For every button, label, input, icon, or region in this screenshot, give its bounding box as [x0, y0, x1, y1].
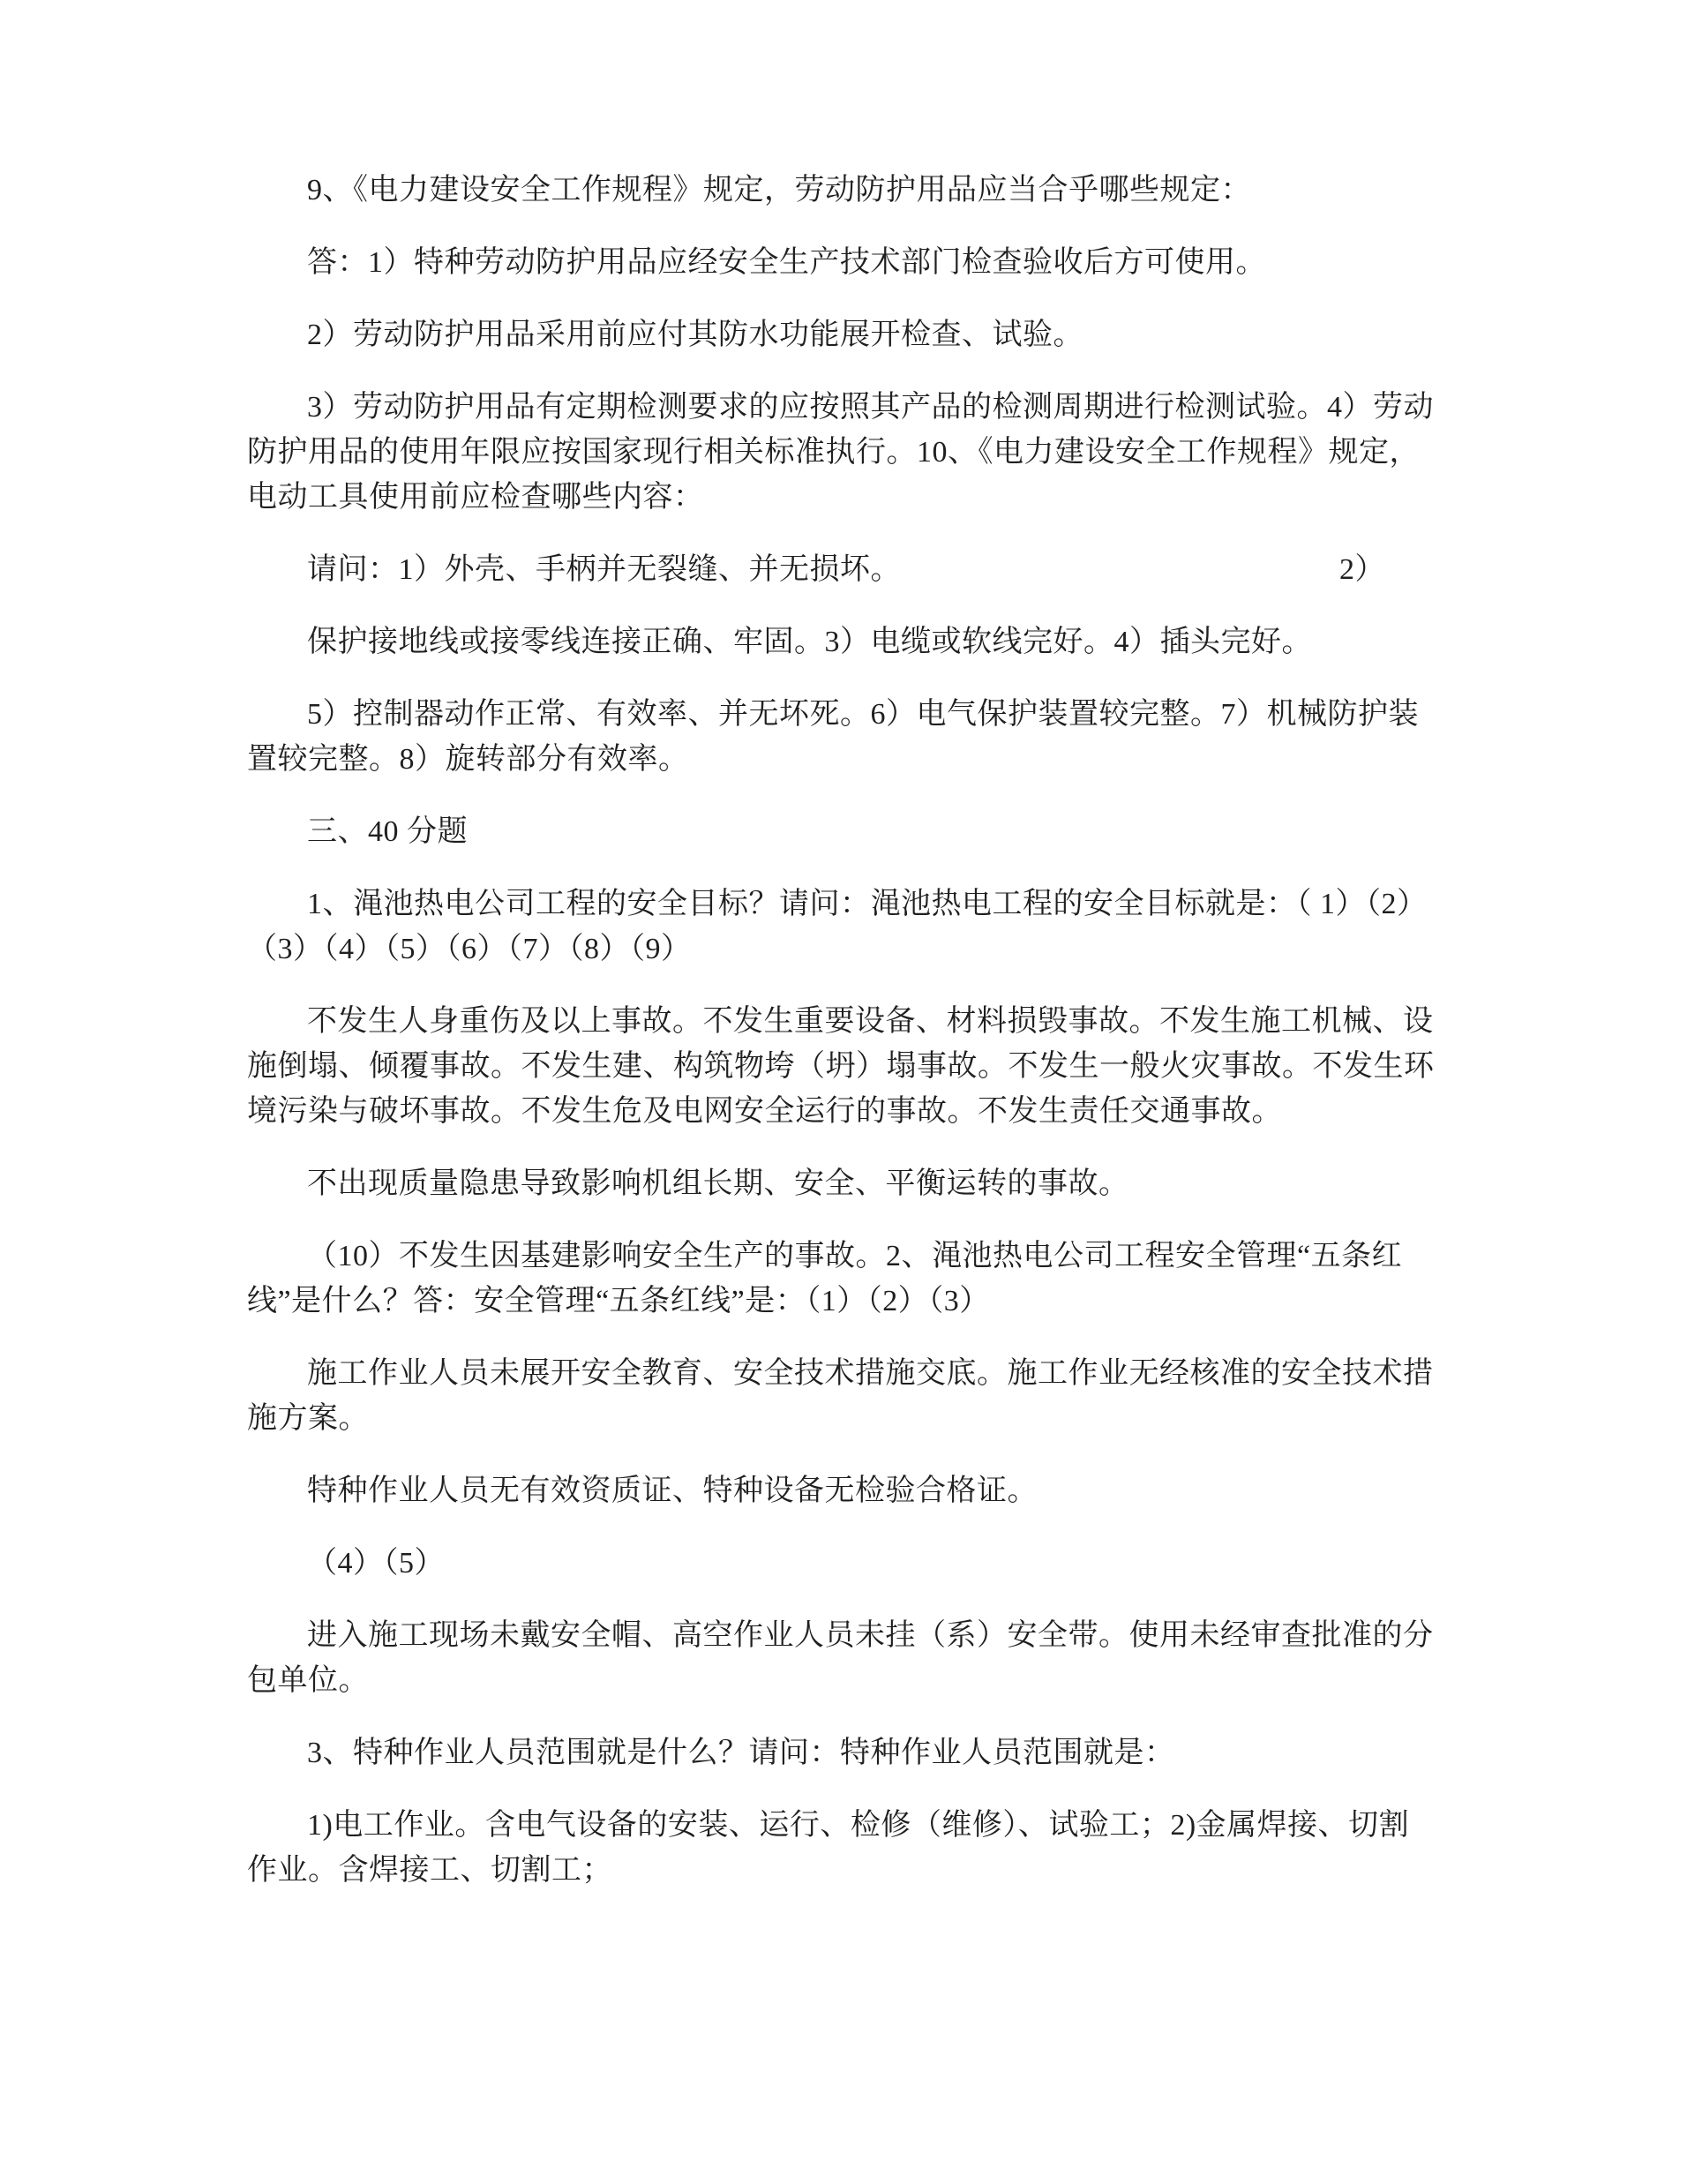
- text-line: 1、渑池热电公司工程的安全目标？请问：渑池热电工程的安全目标就是：（ 1）（2）: [307, 888, 1428, 920]
- text-line: 三、40 分题: [307, 815, 468, 848]
- paragraph: [247, 692, 1440, 782]
- paragraph: [247, 999, 1440, 1134]
- text-line: 不出现质量隐患导致影响机组长期、安全、平衡运转的事故。: [307, 1167, 1129, 1200]
- text-line: 特种作业人员无有效资质证、特种设备无检验合格证。: [307, 1475, 1038, 1507]
- text-line: （10）不发生因基建影响安全生产的事故。2、渑池热电公司工程安全管理“五条红: [307, 1240, 1403, 1272]
- text-line: 请问：1）外壳、手柄并无裂缝、并无损坏。: [307, 553, 901, 586]
- paragraph: [247, 882, 1440, 972]
- paragraph: [247, 1803, 1440, 1893]
- text-line: 3、特种作业人员范围就是什么？请问：特种作业人员范围就是：: [307, 1737, 1175, 1769]
- paragraph: [247, 385, 1440, 520]
- text-line: 保护接地线或接零线连接正确、牢固。3）电缆或软线完好。4）插头完好。: [307, 626, 1312, 658]
- paragraph: [247, 619, 1440, 664]
- paragraph: [247, 312, 1440, 357]
- paragraph: [247, 1541, 1440, 1586]
- text-line: （4）（5）: [307, 1547, 445, 1580]
- text-line: 置较完整。8）旋转部分有效率。: [247, 743, 689, 776]
- paragraph: [247, 240, 1440, 285]
- text-line: 不发生人身重伤及以上事故。不发生重要设备、材料损毁事故。不发生施工机械、设: [307, 1005, 1434, 1038]
- text-line: 境污染与破坏事故。不发生危及电网安全运行的事故。不发生责任交通事故。: [247, 1095, 1282, 1128]
- paragraph: [247, 1351, 1440, 1441]
- paragraph: [247, 1161, 1440, 1206]
- text-line: 电动工具使用前应检查哪些内容：: [247, 481, 704, 514]
- text-line: 施倒塌、倾覆事故。不发生建、构筑物垮（坍）塌事故。不发生一般火灾事故。不发生环: [247, 1050, 1435, 1083]
- text-line: 作业。含焊接工、切割工；: [247, 1854, 612, 1887]
- paragraph: [247, 1234, 1440, 1324]
- text-line-right-fragment: 2）: [1339, 553, 1385, 586]
- paragraph: [247, 1730, 1440, 1775]
- text-line: 线”是什么？答：安全管理“五条红线”是：（1）（2）（3）: [247, 1285, 990, 1317]
- text-line: 2）劳动防护用品采用前应付其防水功能展开检查、试验。: [307, 319, 1083, 351]
- paragraph: [247, 547, 1440, 592]
- document-text-block: [247, 168, 1440, 1920]
- text-line: 3）劳动防护用品有定期检测要求的应按照其产品的检测周期进行检测试验。4）劳动: [307, 391, 1434, 424]
- text-line: 答：1）特种劳动防护用品应经安全生产技术部门检查验收后方可使用。: [307, 246, 1266, 279]
- text-line: 防护用品的使用年限应按国家现行相关标准执行。10、《电力建设安全工作规程》规定，: [247, 436, 1420, 469]
- section-heading: [247, 809, 1440, 854]
- text-line: 施工作业人员未展开安全教育、安全技术措施交底。施工作业无经核准的安全技术措: [307, 1357, 1434, 1390]
- text-line: 5）控制器动作正常、有效率、并无坏死。6）电气保护装置较完整。7）机械防护装: [307, 698, 1419, 731]
- text-line: 9、《电力建设安全工作规程》规定，劳动防护用品应当合乎哪些规定：: [307, 174, 1251, 206]
- text-line: 1)电工作业。含电气设备的安装、运行、检修（维修）、试验工；2)金属焊接、切割: [307, 1809, 1410, 1842]
- paragraph: [247, 168, 1440, 213]
- text-line: 包单位。: [247, 1664, 369, 1697]
- text-line: （3）（4）（5）（6）（7）（8）（9）: [247, 933, 692, 965]
- paragraph: [247, 1468, 1440, 1513]
- text-line: 进入施工现场未戴安全帽、高空作业人员未挂（系）安全带。使用未经审查批准的分: [307, 1619, 1434, 1652]
- paragraph: [247, 1613, 1440, 1703]
- text-line: 施方案。: [247, 1402, 369, 1435]
